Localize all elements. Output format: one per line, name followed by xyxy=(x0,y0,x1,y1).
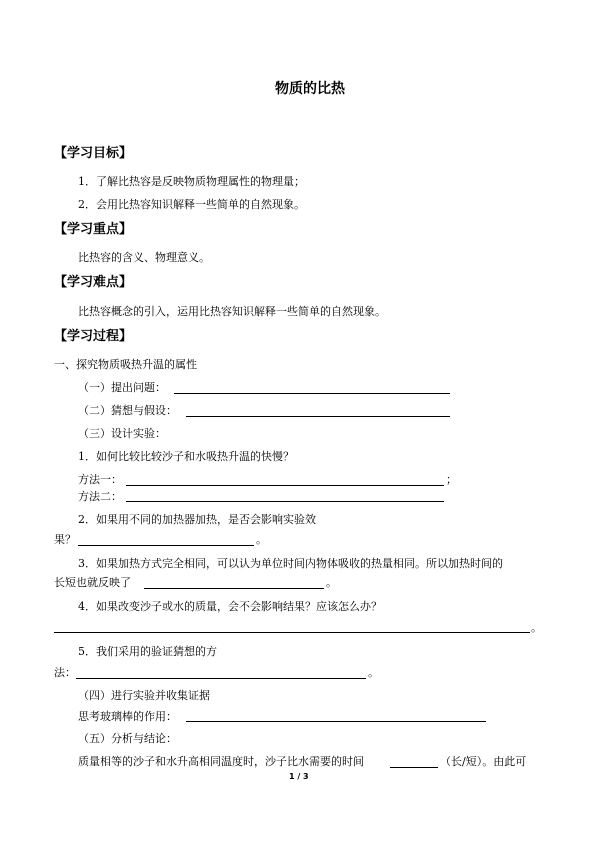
step-5-text: 5．我们采用的验证猜想的方 xyxy=(78,645,217,658)
conclusion-text-cont: （长/短）。由此可 xyxy=(440,755,527,768)
method-2-label: 方法二： xyxy=(78,490,122,503)
step-3-text: 3．如果加热方式完全相同，可以认为单位时间内物体吸收的热量相同。所以加热时间的 xyxy=(78,557,503,570)
answer-blank[interactable] xyxy=(390,767,438,768)
part-1-heading: 一、探究物质吸热升温的属性 xyxy=(54,358,197,371)
answer-blank[interactable] xyxy=(126,501,444,502)
step-5-text-cont: 法： xyxy=(54,666,76,679)
glass-rod-label: 思考玻璃棒的作用： xyxy=(78,710,177,723)
answer-blank[interactable] xyxy=(54,632,530,633)
answer-blank[interactable] xyxy=(126,485,444,486)
design-label: （三）设计实验： xyxy=(78,427,166,440)
method-1-end: ； xyxy=(446,473,457,486)
step-1-text: 1．如何比较比较沙子和水吸热升温的快慢？ xyxy=(78,450,294,463)
step-4-end: 。 xyxy=(531,621,542,634)
answer-blank[interactable] xyxy=(186,721,486,722)
difficulty-text: 比热容概念的引入，运用比热容知识解释一些简单的自然现象。 xyxy=(78,305,386,318)
key-text: 比热容的含义、物理意义。 xyxy=(78,251,210,264)
answer-blank[interactable] xyxy=(76,678,366,679)
section-heading-process: 【学习过程】 xyxy=(54,329,133,344)
section-heading-goal: 【学习目标】 xyxy=(54,146,133,161)
goal-item-2: 2．会用比热容知识解释一些简单的自然现象。 xyxy=(78,198,305,211)
answer-blank[interactable] xyxy=(186,416,450,417)
step-3-text-cont: 长短也就反映了 xyxy=(54,576,131,589)
analysis-label: （五）分析与结论： xyxy=(78,732,177,745)
step-4-text: 4．如果改变沙子或水的质量，会不会影响结果？应该怎么办？ xyxy=(78,600,382,613)
experiment-label: （四）进行实验并收集证据 xyxy=(78,689,210,702)
section-heading-difficulty: 【学习难点】 xyxy=(54,275,133,290)
step-2-text-cont: 果？ xyxy=(54,533,76,546)
hypothesis-label: （二）猜想与假设： xyxy=(78,404,177,417)
conclusion-text: 质量相等的沙子和水升高相同温度时，沙子比水需要的时间 xyxy=(78,755,364,768)
method-1-label: 方法一： xyxy=(78,473,122,486)
section-heading-key: 【学习重点】 xyxy=(54,222,133,237)
step-2-text: 2．如果用不同的加热器加热，是否会影响实验效 xyxy=(78,513,316,526)
step-3-end: 。 xyxy=(326,576,337,589)
answer-blank[interactable] xyxy=(174,393,450,394)
goal-item-1: 1．了解比热容是反映物质物理属性的物理量； xyxy=(78,175,305,188)
page-number: 1 / 3 xyxy=(289,772,309,781)
question-label: （一）提出问题： xyxy=(78,381,166,394)
page-title: 物质的比热 xyxy=(275,81,345,97)
answer-blank[interactable] xyxy=(78,545,254,546)
step-5-end: 。 xyxy=(368,666,379,679)
step-2-end: 。 xyxy=(256,533,267,546)
answer-blank[interactable] xyxy=(144,588,324,589)
